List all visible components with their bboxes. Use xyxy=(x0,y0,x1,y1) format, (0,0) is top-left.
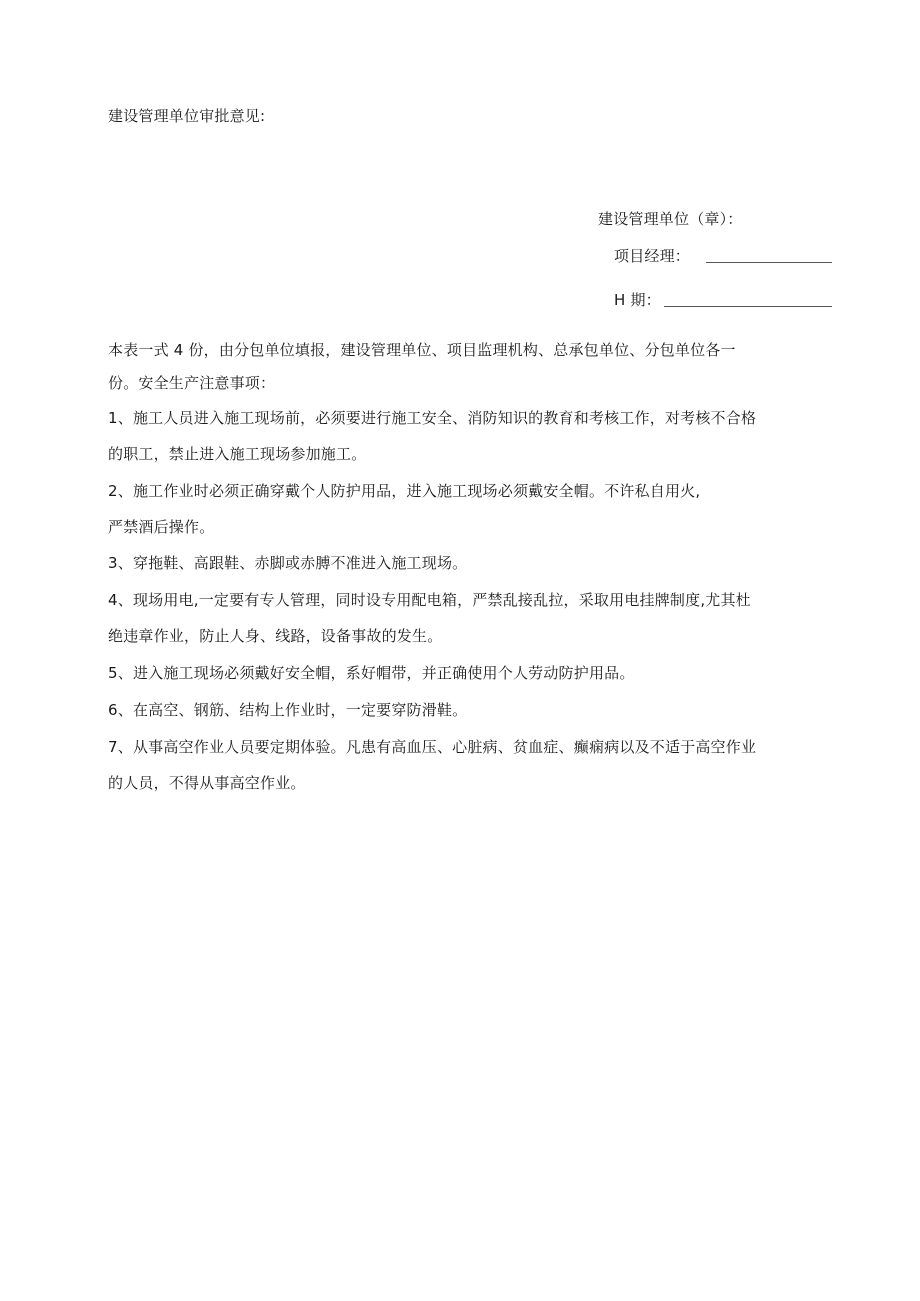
rule-6: 6、在高空、钢筋、结构上作业时，一定要穿防滑鞋。 xyxy=(108,701,468,719)
project-manager-label: 项目经理： xyxy=(614,247,691,265)
rule-1-line2: 的职工，禁止进入施工现场参加施工。 xyxy=(108,445,367,463)
rule-2-line2: 严禁酒后操作。 xyxy=(108,518,215,536)
rule-7-line2: 的人员，不得从事高空作业。 xyxy=(108,774,306,792)
unit-seal-label: 建设管理单位（章）： xyxy=(598,210,743,228)
copies-note-line1: 本表一式 4 份，由分包单位填报，建设管理单位、项目监理机构、总承包单位、分包单位各一 xyxy=(108,341,736,359)
copies-note-line2: 份。安全生产注意事项： xyxy=(108,374,276,392)
rule-5: 5、进入施工现场必须戴好安全帽，系好帽带，并正确使用个人劳动防护用品。 xyxy=(108,664,635,682)
approval-heading: 建设管理单位审批意见: xyxy=(108,107,266,125)
date-label: H 期： xyxy=(614,291,661,309)
rule-3: 3、穿拖鞋、高跟鞋、赤脚或赤膊不准进入施工现场。 xyxy=(108,554,468,572)
rule-7-line1: 7、从事高空作业人员要定期体验。凡患有高血压、心脏病、贫血症、癫痫病以及不适于高空作业 xyxy=(108,738,757,756)
rule-1-line1: 1、施工人员进入施工现场前，必须要进行施工安全、消防知识的教育和考核工作，对考核不合格 xyxy=(108,409,757,427)
rule-4-line2: 绝违章作业，防止人身、线路，设备事故的发生。 xyxy=(108,627,443,645)
rule-4-line1: 4、现场用电,一定要有专人管理，同时设专用配电箱，严禁乱接乱拉，采取用电挂牌制度,尤其杜 xyxy=(108,591,751,609)
project-manager-blank[interactable] xyxy=(706,262,832,263)
date-blank[interactable] xyxy=(664,306,832,307)
rule-2-line1: 2、施工作业时必须正确穿戴个人防护用品，进入施工现场必须戴安全帽。不许私自用火, xyxy=(108,482,701,500)
